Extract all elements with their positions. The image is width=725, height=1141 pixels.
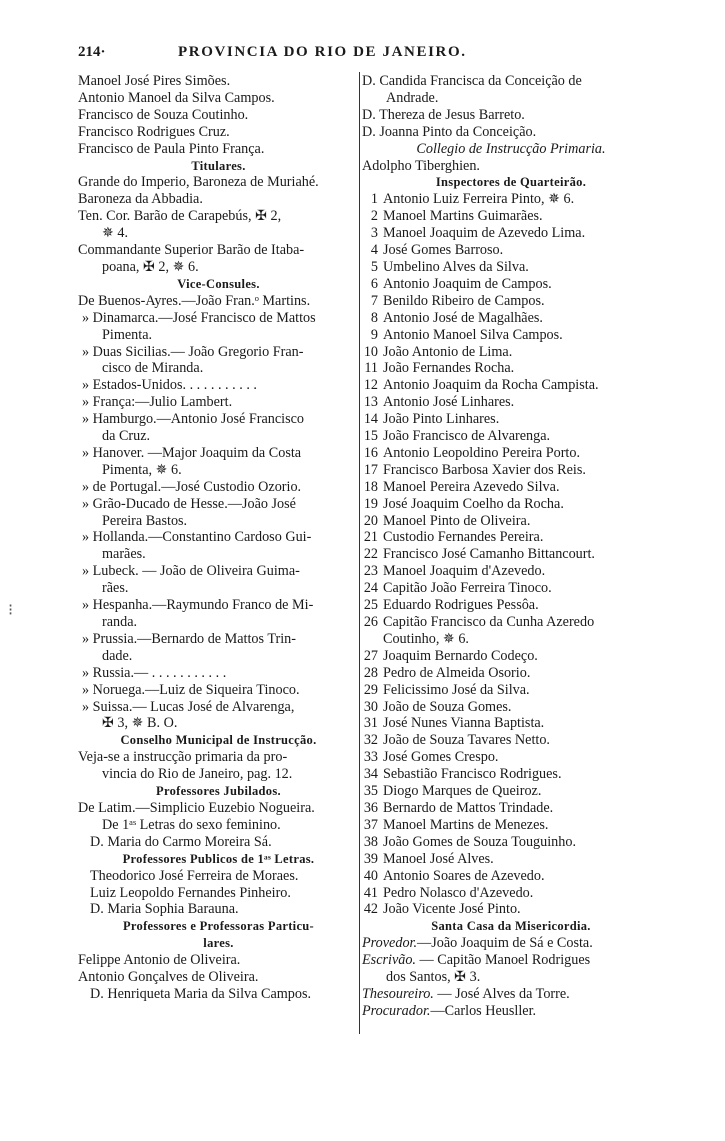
margin-mark: ⁝ xyxy=(8,600,14,619)
item-number: 4 xyxy=(370,242,378,259)
text-line: Baroneza da Abbadia. xyxy=(78,191,203,208)
section-heading: Professores Jubilados. xyxy=(156,784,281,799)
text-line: » Dinamarca.—José Francisco de Mattos xyxy=(82,309,316,326)
text-line: Commandante Superior Barão de Itaba- xyxy=(78,242,305,259)
item-number: 8 xyxy=(370,309,378,326)
item-name: João Fernandes Rocha. xyxy=(383,360,515,377)
text-line: D. Henriqueta Maria da Silva Campos. xyxy=(90,985,312,1002)
page-number: 214· xyxy=(78,44,106,60)
item-name: Antonio Joaquim de Campos. xyxy=(383,275,552,292)
list-item xyxy=(362,276,660,293)
role-holder: — José Alves da Torre. xyxy=(433,985,570,1002)
text-line: Adolpho Tiberghien. xyxy=(362,157,480,174)
item-number: 1 xyxy=(370,191,378,208)
list-item xyxy=(362,462,660,479)
item-number: 20 xyxy=(363,512,378,529)
text-line: Antonio Manoel da Silva Campos. xyxy=(78,89,275,106)
text-line xyxy=(362,935,660,952)
list-item xyxy=(362,715,660,732)
text-line: D. Candida Francisca da Conceição de xyxy=(362,73,582,89)
item-name: Antonio José de Magalhães. xyxy=(383,309,543,326)
list-item xyxy=(362,208,660,225)
text-line: » Hollanda.—Constantino Cardoso Gui- xyxy=(82,529,312,546)
right-column xyxy=(362,73,660,1020)
list-item xyxy=(362,428,660,445)
text-line: » Suissa.— Lucas José de Alvarenga, xyxy=(82,698,295,715)
item-number: 14 xyxy=(363,411,378,428)
item-name: Antonio Manoel Silva Campos. xyxy=(383,326,563,343)
role-label: Provedor. xyxy=(362,935,418,952)
text-line: dade. xyxy=(102,647,133,664)
page-title: PROVINCIA DO RIO DE JANEIRO. xyxy=(178,44,467,60)
text-line: Veja-se a instrucção primaria da pro- xyxy=(78,749,288,766)
text-line: » Hanover. —Major Joaquim da Costa xyxy=(82,444,302,461)
item-number: 15 xyxy=(363,428,378,445)
role-holder: —Carlos Heusller. xyxy=(430,1002,537,1019)
item-name: Pedro de Almeida Osorio. xyxy=(383,664,531,681)
item-name: João Antonio de Lima. xyxy=(383,343,513,360)
item-number: 26 xyxy=(363,614,378,630)
section-heading: Professores e Professoras Particu- xyxy=(122,919,315,934)
item-number: 33 xyxy=(363,749,378,766)
list-item xyxy=(362,445,660,462)
list-item xyxy=(362,259,660,276)
text-line: ✠ 3, ✵ B. O. xyxy=(102,715,178,732)
list-item xyxy=(362,513,660,530)
text-line: D. Thereza de Jesus Barreto. xyxy=(362,106,525,123)
text-line: Theodorico José Ferreira de Moraes. xyxy=(90,867,299,884)
text-line: Francisco Rodrigues Cruz. xyxy=(78,123,230,140)
list-item xyxy=(362,580,660,597)
item-name: Pedro Nolasco d'Azevedo. xyxy=(383,884,534,901)
list-item xyxy=(362,479,660,496)
text-line: De Latim.—Simplicio Euzebio Nogueira. xyxy=(78,799,315,816)
item-number: 2 xyxy=(370,208,378,225)
text-line: » Estados-Unidos. . . . . . . . . . . xyxy=(82,377,257,394)
item-number: 28 xyxy=(363,664,378,681)
list-item xyxy=(362,749,660,766)
text-line: marães. xyxy=(102,546,146,563)
text-line: randa. xyxy=(102,614,138,630)
list-item xyxy=(362,732,660,749)
item-number: 39 xyxy=(363,850,378,867)
text-line: » Russia.— . . . . . . . . . . . xyxy=(82,664,227,681)
text-line: De 1ᵃˢ Letras do sexo feminino. xyxy=(102,816,281,833)
item-number: 12 xyxy=(363,377,378,394)
item-name: José Nunes Vianna Baptista. xyxy=(383,715,545,732)
text-line: Pereira Bastos. xyxy=(102,512,188,529)
item-name: Eduardo Rodrigues Pessôa. xyxy=(383,597,539,614)
item-name: Francisco José Camanho Bittancourt. xyxy=(383,546,595,563)
item-name: Joaquim Bernardo Codeço. xyxy=(383,647,538,664)
list-item xyxy=(362,665,660,682)
list-item xyxy=(362,191,660,208)
item-number: 40 xyxy=(363,867,378,884)
item-number: 42 xyxy=(363,901,378,918)
list-item xyxy=(362,682,660,699)
page-header xyxy=(78,44,652,66)
list-item xyxy=(362,377,660,394)
text-line: Grande do Imperio, Baroneza de Muriahé. xyxy=(78,174,319,191)
text-line: » Grão-Ducado de Hesse.—João José xyxy=(82,495,296,512)
item-name: Antonio Leopoldino Pereira Porto. xyxy=(383,444,581,461)
item-name: Antonio Joaquim da Rocha Campista. xyxy=(383,377,599,394)
section-heading: lares. xyxy=(203,936,234,951)
left-column xyxy=(78,73,359,1003)
text-line: » Noruega.—Luiz de Siqueira Tinoco. xyxy=(82,681,300,698)
text-line: » Hamburgo.—Antonio José Francisco xyxy=(82,411,304,428)
item-number: 3 xyxy=(370,225,378,242)
text-line: D. Joanna Pinto da Conceição. xyxy=(362,123,537,140)
item-name: Manoel José Alves. xyxy=(383,850,494,867)
item-number: 27 xyxy=(363,647,378,664)
text-line: De Buenos-Ayres.—João Fran.ᵒ Martins. xyxy=(78,292,311,309)
item-number: 16 xyxy=(363,444,378,461)
item-name: João Pinto Linhares. xyxy=(383,411,500,428)
item-number: 34 xyxy=(363,766,378,783)
item-number: 35 xyxy=(363,783,378,800)
item-number: 24 xyxy=(363,580,378,597)
item-number: 21 xyxy=(363,529,378,546)
text-line: Pimenta, ✵ 6. xyxy=(102,461,182,478)
list-item xyxy=(362,293,660,310)
text-line: rães. xyxy=(102,580,129,597)
item-name: Antonio Luiz Ferreira Pinto, ✵ 6. xyxy=(383,191,575,208)
list-item xyxy=(362,648,660,665)
item-name: Diogo Marques de Queiroz. xyxy=(383,783,542,800)
list-item xyxy=(362,529,660,546)
item-number: 36 xyxy=(363,799,378,816)
list-item xyxy=(362,597,660,614)
text-line xyxy=(362,952,660,969)
list-item xyxy=(362,242,660,259)
role-label: Escrivão. xyxy=(362,952,416,969)
item-number: 13 xyxy=(363,394,378,411)
item-name: Manoel Joaquim de Azevedo Lima. xyxy=(383,225,586,242)
item-name: Sebastião Francisco Rodrigues. xyxy=(383,766,562,783)
section-heading: Conselho Municipal de Instrucção. xyxy=(120,733,317,748)
item-name: Coutinho, ✵ 6. xyxy=(383,630,469,647)
text-line xyxy=(362,1003,660,1020)
inspectors-list xyxy=(362,191,660,918)
list-item xyxy=(362,834,660,851)
list-item xyxy=(362,868,660,885)
text-line: » Hespanha.—Raymundo Franco de Mi- xyxy=(82,597,314,614)
item-name: João Vicente José Pinto. xyxy=(383,901,521,918)
list-item xyxy=(362,327,660,344)
section-heading: Santa Casa da Misericordia. xyxy=(431,919,591,934)
section-heading: Inspectores de Quarteirão. xyxy=(435,175,587,190)
item-name: Felicissimo José da Silva. xyxy=(383,681,530,698)
text-line: Ten. Cor. Barão de Carapebús, ✠ 2, xyxy=(78,208,282,225)
item-number: 32 xyxy=(363,732,378,749)
text-line xyxy=(362,986,660,1003)
list-item xyxy=(362,885,660,902)
text-line: Manoel José Pires Simões. xyxy=(78,73,231,89)
item-name: Custodio Fernandes Pereira. xyxy=(383,529,544,546)
text-line: cisco de Miranda. xyxy=(102,360,204,377)
text-line: » de Portugal.—José Custodio Ozorio. xyxy=(82,478,302,495)
role-label: Thesoureiro. xyxy=(362,985,434,1002)
item-number: 9 xyxy=(370,326,378,343)
text-line: ✵ 4. xyxy=(102,225,129,242)
item-number: 22 xyxy=(363,546,378,563)
list-item xyxy=(362,225,660,242)
list-item xyxy=(362,546,660,563)
item-number: 37 xyxy=(363,816,378,833)
item-number: 19 xyxy=(363,495,378,512)
item-number: 7 xyxy=(370,292,378,309)
text-line: » Lubeck. — João de Oliveira Guima- xyxy=(82,563,300,580)
item-name: Antonio José Linhares. xyxy=(383,394,515,411)
text-line: Francisco de Paula Pinto França. xyxy=(78,140,265,157)
text-line: Francisco de Souza Coutinho. xyxy=(78,106,249,123)
item-name: Manoel Pinto de Oliveira. xyxy=(383,512,531,529)
item-name: Manoel Joaquim d'Azevedo. xyxy=(383,563,546,580)
item-number: 38 xyxy=(363,833,378,850)
item-name: Manoel Pereira Azevedo Silva. xyxy=(383,478,560,495)
item-name: João Gomes de Souza Touguinho. xyxy=(383,833,577,850)
item-name: Capitão Francisco da Cunha Azeredo xyxy=(383,614,595,630)
text-line: poana, ✠ 2, ✵ 6. xyxy=(102,258,199,275)
text-line: D. Maria Sophia Barauna. xyxy=(90,901,239,918)
item-number: 5 xyxy=(370,258,378,275)
text-line: Pimenta. xyxy=(102,326,153,343)
list-item xyxy=(362,817,660,834)
item-number: 10 xyxy=(363,343,378,360)
list-item xyxy=(362,631,660,648)
list-item xyxy=(362,563,660,580)
item-number: 41 xyxy=(363,884,378,901)
role-holder: —João Joaquim de Sá e Costa. xyxy=(417,935,593,952)
text-line: » Prussia.—Bernardo de Mattos Trin- xyxy=(82,630,296,647)
item-number: 6 xyxy=(370,275,378,292)
list-item xyxy=(362,394,660,411)
item-name: Capitão João Ferreira Tinoco. xyxy=(383,580,552,597)
role-label: Procurador. xyxy=(362,1002,431,1019)
text-line: D. Maria do Carmo Moreira Sá. xyxy=(90,833,272,850)
item-name: João Francisco de Alvarenga. xyxy=(383,428,551,445)
text-line: Felippe Antonio de Oliveira. xyxy=(78,952,241,969)
item-number: 31 xyxy=(363,715,378,732)
item-number: 17 xyxy=(363,461,378,478)
text-line: Luiz Leopoldo Fernandes Pinheiro. xyxy=(90,884,291,901)
list-item xyxy=(362,901,660,918)
list-item xyxy=(362,310,660,327)
item-number: 23 xyxy=(363,563,378,580)
item-name: Antonio Soares de Azevedo. xyxy=(383,867,545,884)
item-number: 30 xyxy=(363,698,378,715)
text-line: » Duas Sicilias.— João Gregorio Fran- xyxy=(82,343,304,360)
role-holder: dos Santos, ✠ 3. xyxy=(386,969,481,986)
section-heading: Professores Publicos de 1ᵃˢ Letras. xyxy=(122,851,315,866)
list-item xyxy=(362,614,660,631)
list-item xyxy=(362,344,660,361)
item-number: 18 xyxy=(363,478,378,495)
text-line: Andrade. xyxy=(386,89,439,106)
item-name: João de Souza Gomes. xyxy=(383,698,512,715)
column-divider xyxy=(359,72,360,1034)
list-item xyxy=(362,360,660,377)
item-name: Manoel Martins Guimarães. xyxy=(383,208,543,225)
item-number: 25 xyxy=(363,597,378,614)
item-name: Umbelino Alves da Silva. xyxy=(383,258,529,275)
text-line: Antonio Gonçalves de Oliveira. xyxy=(78,969,259,986)
item-number: 11 xyxy=(364,360,378,377)
item-name: José Gomes Crespo. xyxy=(383,749,499,766)
text-line: vincia do Rio de Janeiro, pag. 12. xyxy=(102,766,293,783)
role-holder: — Capitão Manoel Rodrigues xyxy=(415,952,591,969)
list-item xyxy=(362,800,660,817)
list-item xyxy=(362,411,660,428)
section-heading: Vice-Consules. xyxy=(177,276,260,291)
item-number: 29 xyxy=(363,681,378,698)
list-item xyxy=(362,783,660,800)
list-item xyxy=(362,699,660,716)
item-name: José Joaquim Coelho da Rocha. xyxy=(383,495,564,512)
text-line xyxy=(362,969,660,986)
list-item xyxy=(362,766,660,783)
section-heading: Titulares. xyxy=(191,158,246,173)
section-heading: Collegio de Instrucção Primaria. xyxy=(416,140,606,157)
item-name: Manoel Martins de Menezes. xyxy=(383,816,549,833)
item-name: Francisco Barbosa Xavier dos Reis. xyxy=(383,461,586,478)
item-name: Benildo Ribeiro de Campos. xyxy=(383,292,545,309)
item-name: Bernardo de Mattos Trindade. xyxy=(383,799,554,816)
text-line: da Cruz. xyxy=(102,428,151,445)
text-line: » França:—Julio Lambert. xyxy=(82,394,233,411)
item-name: José Gomes Barroso. xyxy=(383,242,504,259)
santa-casa-list xyxy=(362,935,660,1020)
list-item xyxy=(362,851,660,868)
list-item xyxy=(362,496,660,513)
item-name: João de Souza Tavares Netto. xyxy=(383,732,550,749)
